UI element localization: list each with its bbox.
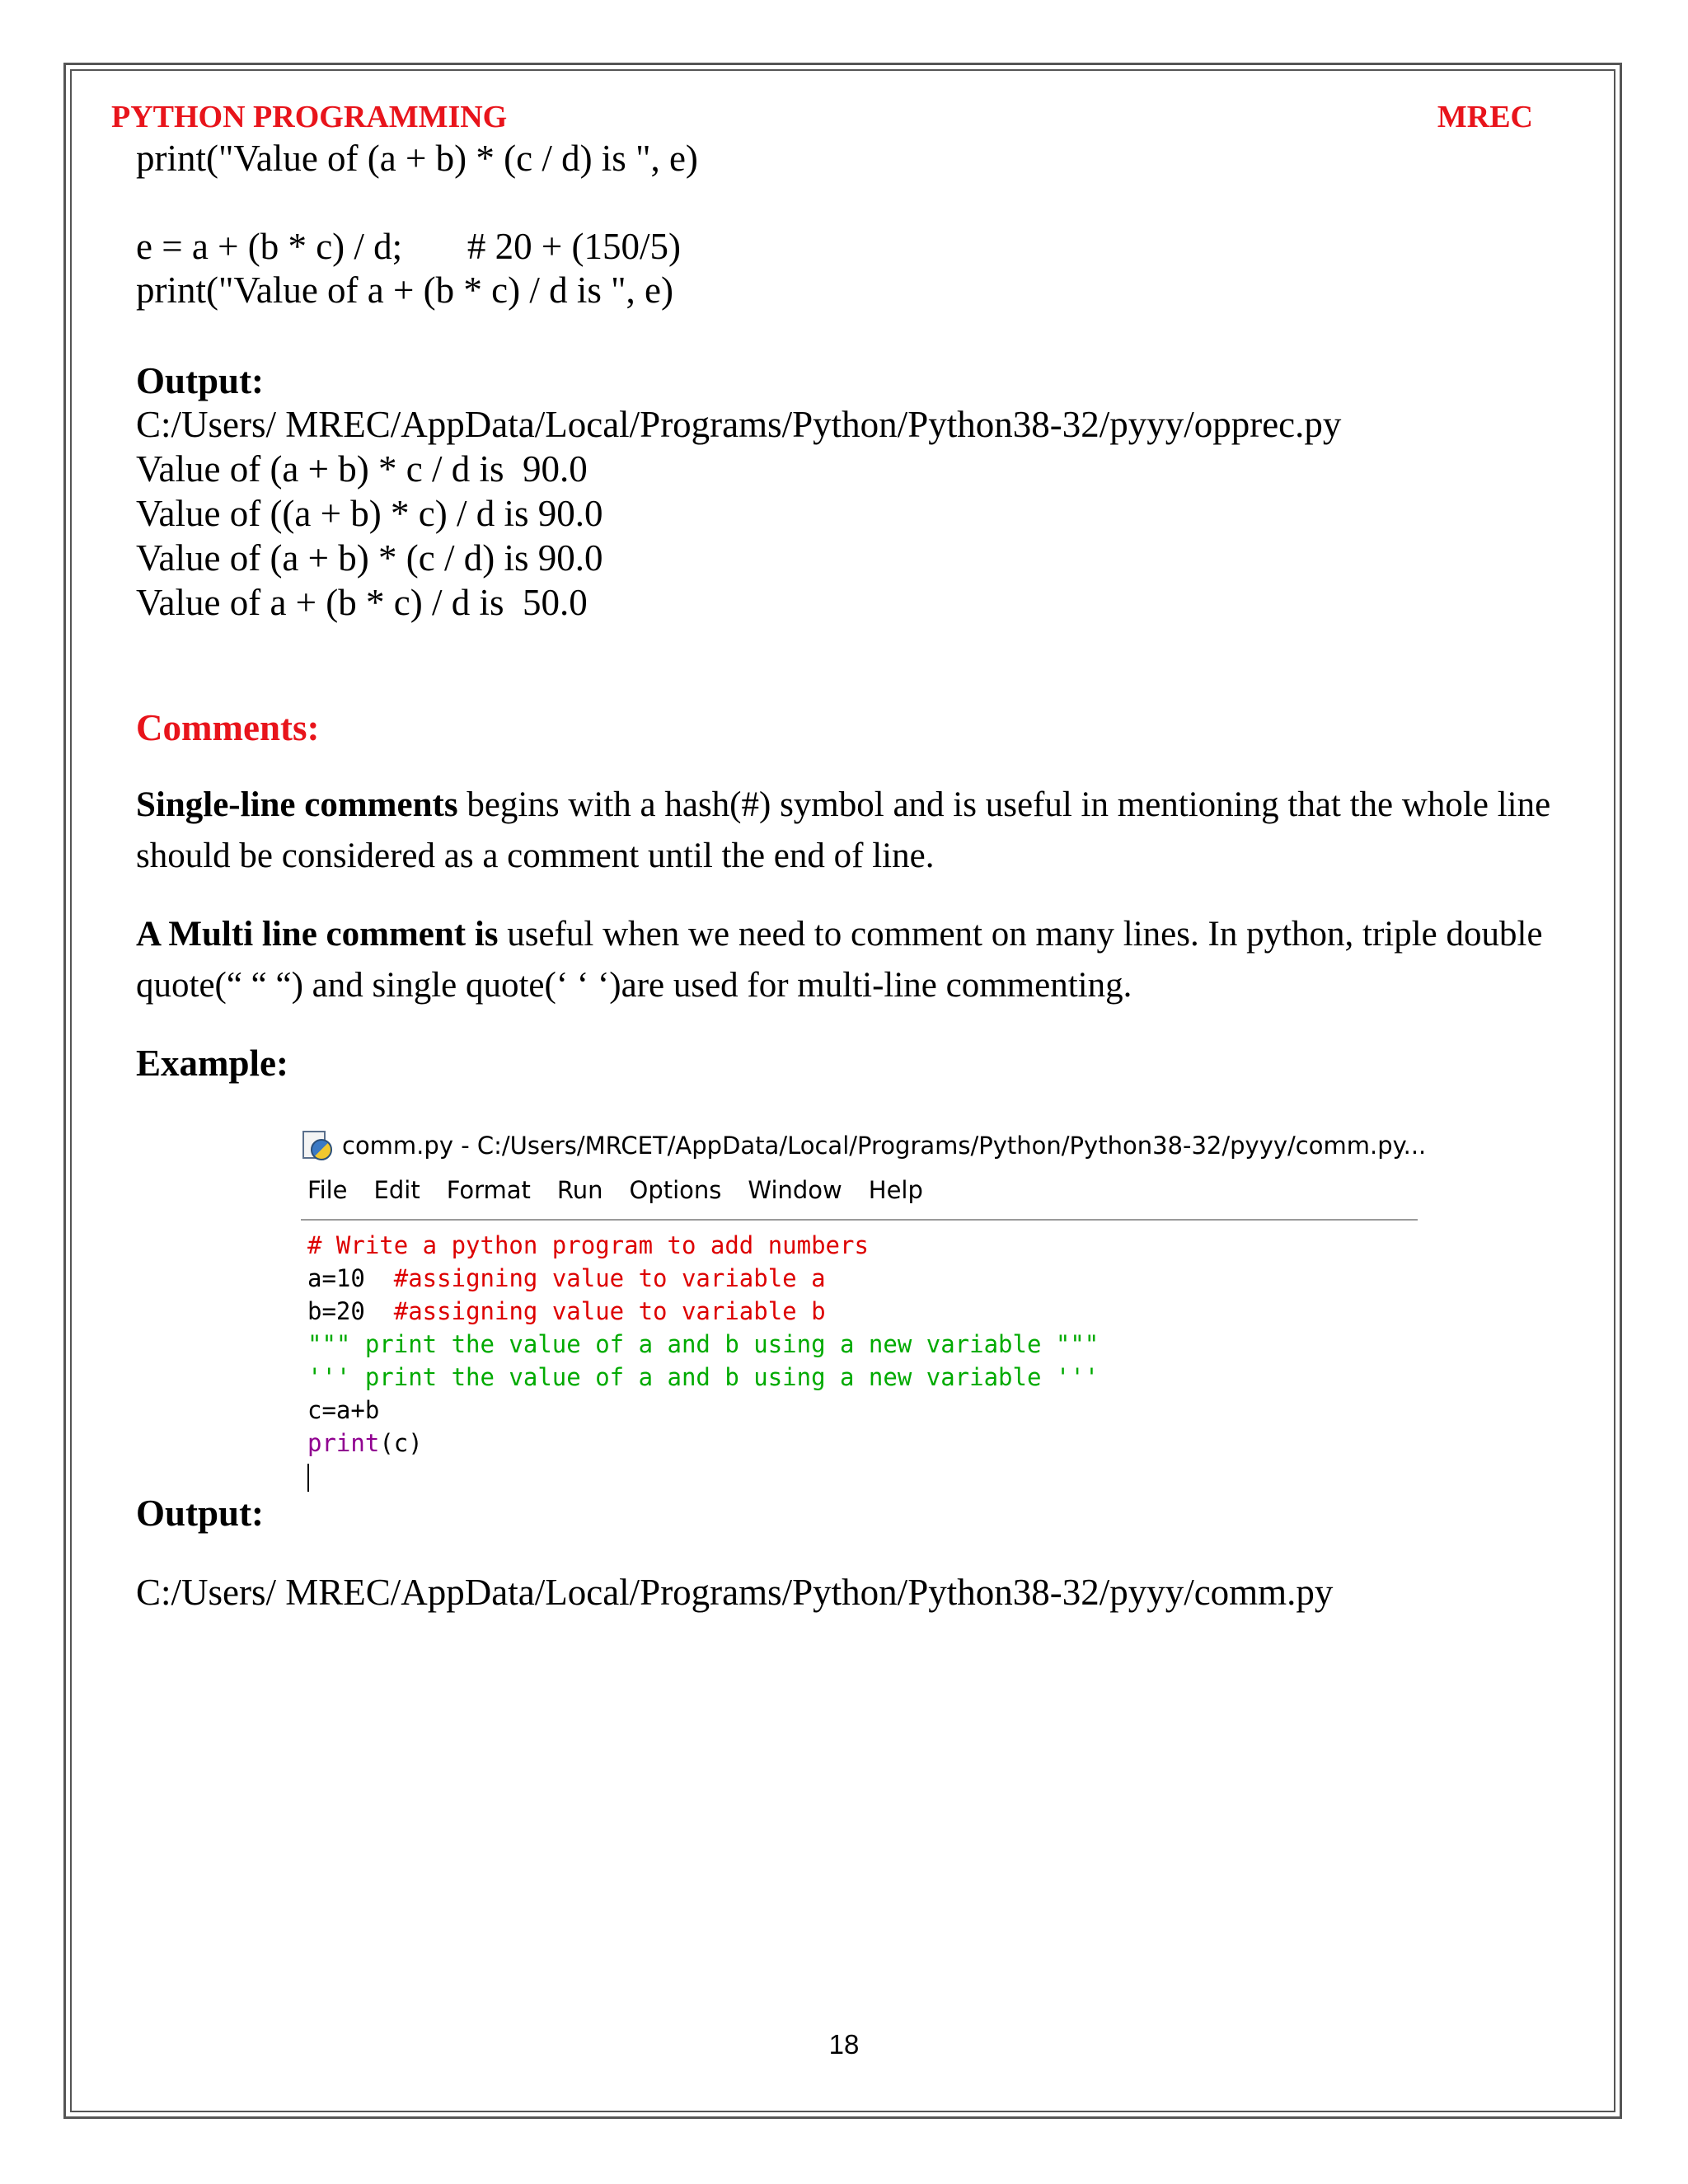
text-cursor bbox=[307, 1464, 309, 1492]
idle-menu-bar bbox=[307, 1176, 950, 1211]
menu-help[interactable]: Help bbox=[868, 1176, 923, 1204]
idle-title-bar bbox=[301, 1125, 1426, 1166]
output-line: Value of ((a + b) * c) / d is 90.0 bbox=[136, 493, 603, 534]
code-docstring-single: ''' print the value of a and b using a new variable ''' bbox=[307, 1363, 1100, 1391]
output-line: Value of (a + b) * (c / d) is 90.0 bbox=[136, 537, 603, 579]
idle-window-title: comm.py - C:/Users/MRCET/AppData/Local/Programs/Python/Python38-32/pyyy/comm.py... bbox=[342, 1132, 1427, 1160]
code-sum: c=a+b bbox=[307, 1396, 380, 1424]
idle-code-area[interactable] bbox=[307, 1229, 1099, 1493]
page-border-inner bbox=[70, 69, 1615, 2112]
header-mrec: MREC bbox=[1437, 100, 1533, 134]
code-comment-line: # Write a python program to add numbers bbox=[307, 1231, 869, 1259]
code-line-1: print("Value of (a + b) * (c / d) is ", e) bbox=[136, 138, 698, 179]
code-line-3: print("Value of a + (b * c) / d is ", e) bbox=[136, 269, 673, 311]
output-heading-2: Output: bbox=[136, 1493, 265, 1534]
example-heading: Example: bbox=[136, 1043, 288, 1084]
single-line-term: Single-line comments bbox=[136, 785, 458, 824]
menu-options[interactable]: Options bbox=[629, 1176, 722, 1204]
header-title: PYTHON PROGRAMMING bbox=[111, 100, 508, 134]
menu-separator bbox=[301, 1219, 1418, 1221]
menu-file[interactable]: File bbox=[307, 1176, 348, 1204]
comments-heading: Comments: bbox=[136, 707, 320, 748]
code-inline-comment: #assigning value to variable b bbox=[393, 1297, 826, 1325]
single-line-text: begins with a hash(#) symbol and is useful in mentioning that the whole line should be considered as a comment until the end of line. bbox=[136, 785, 1551, 875]
menu-run[interactable]: Run bbox=[556, 1176, 603, 1204]
python-file-icon bbox=[301, 1129, 334, 1162]
multi-line-term: A Multi line comment is bbox=[136, 915, 499, 954]
output-heading-1: Output: bbox=[136, 360, 265, 401]
output-line: Value of a + (b * c) / d is 50.0 bbox=[136, 582, 588, 623]
code-print-args: (c) bbox=[379, 1429, 423, 1457]
code-line-2: e = a + (b * c) / d; # 20 + (150/5) bbox=[136, 226, 682, 267]
menu-window[interactable]: Window bbox=[748, 1176, 842, 1204]
code-docstring-double: """ print the value of a and b using a new variable """ bbox=[307, 1330, 1100, 1358]
output-line-path: C:/Users/ MREC/AppData/Local/Programs/Python/Python38-32/pyyy/opprec.py bbox=[136, 404, 1342, 445]
multi-line-paragraph bbox=[136, 909, 1562, 1011]
code-print-builtin: print bbox=[307, 1429, 380, 1457]
idle-editor-screenshot bbox=[301, 1125, 1427, 1504]
output-line: Value of (a + b) * c / d is 90.0 bbox=[136, 448, 588, 490]
code-inline-comment: #assigning value to variable a bbox=[393, 1264, 826, 1292]
code-assignment: a=10 bbox=[307, 1264, 394, 1292]
single-line-paragraph bbox=[136, 780, 1562, 882]
multi-line-text: useful when we need to comment on many lines. In python, triple double quote(“ “ “) and single quote(‘ ‘ ‘)are used for multi-line commenting. bbox=[136, 915, 1543, 1005]
code-assignment: b=20 bbox=[307, 1297, 394, 1325]
menu-format[interactable]: Format bbox=[446, 1176, 531, 1204]
menu-edit[interactable]: Edit bbox=[373, 1176, 420, 1204]
output-path-2: C:/Users/ MREC/AppData/Local/Programs/Python/Python38-32/pyyy/comm.py bbox=[136, 1572, 1334, 1613]
page-number: 18 bbox=[828, 2029, 860, 2060]
